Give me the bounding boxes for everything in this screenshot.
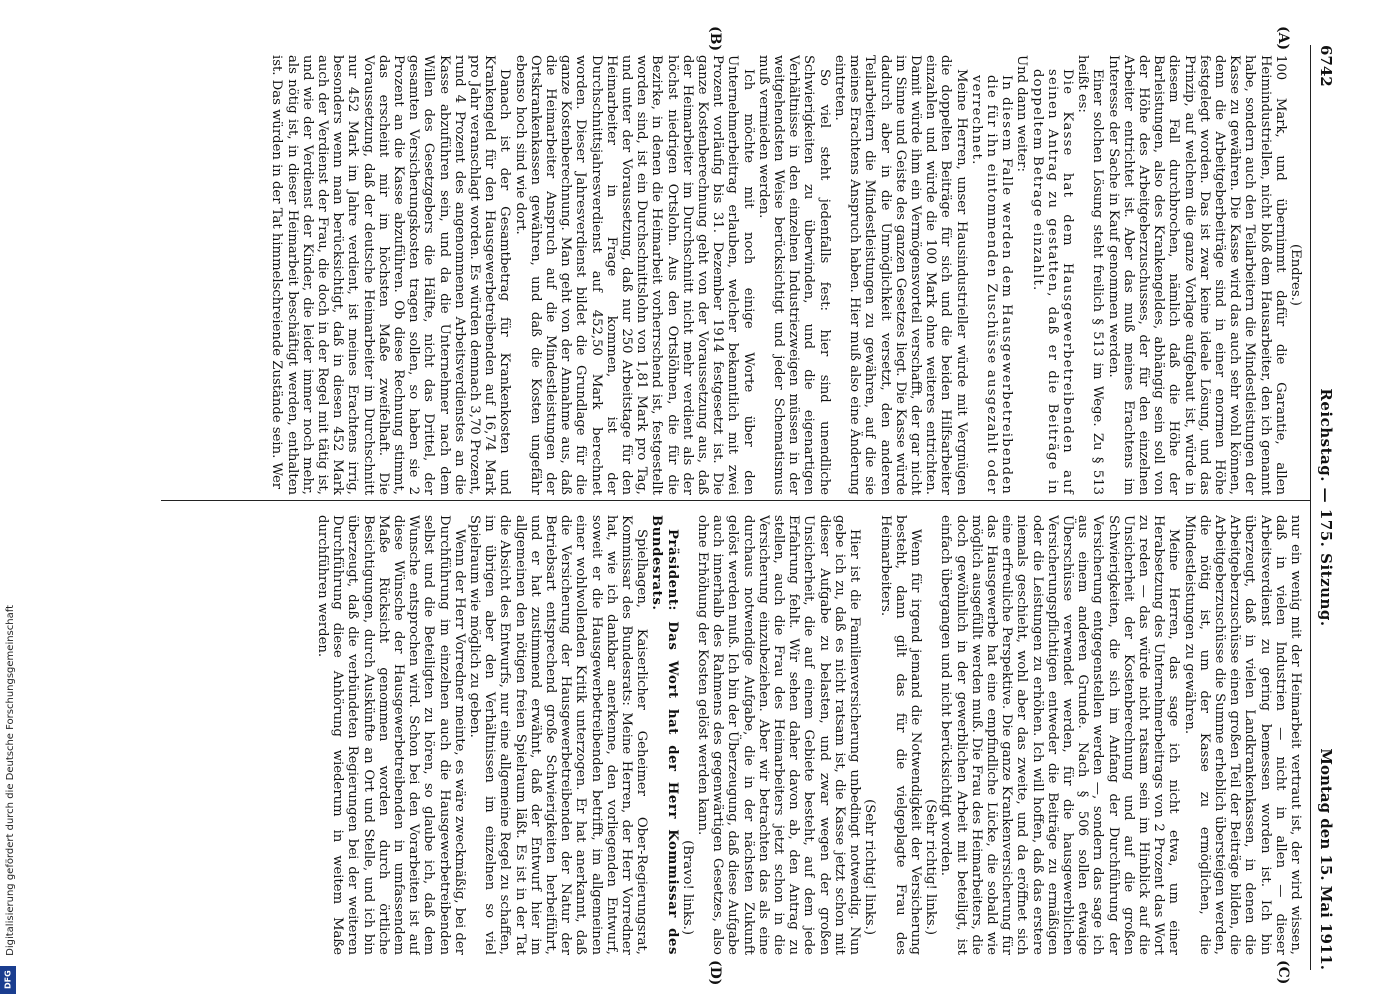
interjection: (Sehr richtig! links.) [862,799,878,935]
paragraph: 100 Mark, und übernimmt dafür die Garantie, allen Heimindustriellen, nicht bloß dem Hausarbeiter, den ich genannt habe, sondern auch den Teilarbeitern die Mindestleistungen der Kasse zu gewähren. Die Kasse wird das auch sehr wohl können, denn die Arbeitgeberbeiträge sind in einer enormen Höhe festgelegt worden. Das ist zwar keine ideale Lösung, und das Prinzip, auf welchem die ganze Vorlage aufgebaut ist, würde in diesem Fall durchbrochen, nämlich daß die Höhe der Barleistungen, also des Krankengeldes, abhängig sein soll von der Höhe des Arbeitgeberzuschusses, der für den einzelnen Arbeiter entrichtet ist. Aber das muß meines Erachtens im Interesse der Sache in Kauf genommen werden. [1105,55,1288,495]
margin-marker-c: (C) [1275,960,1291,985]
quoted-text: In diesem Falle werden dem Hausgewerbetreibenden die für ihn eintommenden Zuschüsse ausgezahlt oder verrechnet. [968,75,1015,495]
interjection: (Sehr richtig! links.) [923,799,939,935]
paragraph: Einer solchen Lösung steht freilich § 513 im Wege. Zu § 513 heißt es: [1075,55,1106,495]
quoted-text: Die Kasse hat dem Hausgewerbetreibenden auf seinen Antrag zu gestatten, daß er die Beiträge in doppeltem Betrage einzahlt. [1029,69,1075,495]
paragraph: Ich möchte mit noch einige Worte über den Unternehmerbeitrag erlauben, welcher bekanntlich mit zwei Prozent vorläufig bis 31. Dezember 1914 festgesetzt ist. Die ganze Kostenberechnung geht von der Voraussetzung aus, daß der Heimarbeiter im Durchschnitt nicht mehr verdient als der höchst niedrigen Ortslohn. Aus den Ortslöhnen, die für die Bezirke, in denen die Heimarbeit vorherrschend ist, festgestellt worden sind, ist ein Durchschnittslohn von 1,81 Mark pro Tag, und unter der Voraussetzung, daß nur 250 Arbeitstage für den Heimarbeiter in Frage kommen, ist der Durchschnittsjahresverdienst auf 452,50 Mark berechnet worden. Dieser Jahresverdienst bildet die Grundlage für die ganze Kostenberechnung. Man geht von der Annahme aus, daß die Heimarbeiter Anspruch auf die Mindestleistungen der Ortskrankenkassen gewähren, und daß die Kosten ungefähr ebenso hoch sind wie dort. [512,55,756,495]
running-title: Reichstag. — 175. Sitzung. [1317,388,1335,627]
paragraph: Danach ist der Gesamtbetrag für Krankenkosten und Krankengeld für den Hausgewerbetreibenden auf 16,74 Mark pro Jahr veranschlagt worden. Es würden demnach 3,70 Prozent, rund 4 Prozent des angenommenen Arbeitsverdienstes an die Kasse abzuführen sein, und da die Unternehmer nach dem Willen des Gesetzgebers die Hälfte, nicht das Drittel, der gesamten Versicherungskosten tragen sollen, so haben sie 2 Prozent an die Kasse abzuführen. Ob diese Rechnung stimmt, das erscheint mir im höchsten Maße zweifelhaft. Die Voraussetzung, daß der deutsche Heimarbeiter im Durchschnitt nur 452 Mark im Jahre verdient, ist meines Erachtens irrig, besonders wenn man berücksichtigt, daß in diesen 452 Mark auch der Verdienst der Frau, die doch in der Regel mit tätig ist, und wie der Verdienst der Kinder, die leider immer noch mehr, als nötig ist, in dieser Heimarbeit beschäftigt werden, enthalten ist. Das würden in der Tat himmelschreiende Zustände sein. Wer [269,55,513,495]
paragraph: nur ein wenig mit der Heimarbeit vertraut ist, der wird wissen, daß in vielen Industrien — nicht in allen — dieser Arbeitsverdienst zu gering bemessen worden ist. Ich bin überzeugt, daß in vielen Landkrankenkassen, in denen die Arbeitgeberzuschüsse einen großen Teil der Beiträge bilden, die Arbeitgeberzuschüsse die Summe erheblich übersteigen werden, die nötig ist, um der Kasse zu ermöglichen, die Mindestleistungen zu gewähren. [1181,515,1303,955]
paragraph: Wenn für irgend jemand die Notwendigkeit der Versicherung besteht, dann gilt das für die vielgeplagte Frau des Heimarbeiters. [877,515,923,955]
speaker-paragraph: Präsident: Das Wort hat der Herr Kommissar des Bundesrats. [649,515,680,955]
paragraph: Meine Herren, das sage ich nicht etwa, um einer Herabsetzung des Unternehmerbeitrags von 2 Prozent das Wort zu reden — das würde nicht ratsam sein im Hinblick auf die Unsicherheit der Kostenberechnung und auf die großen Schwierigkeiten, die sich im Anfang der Durchführung der Versicherung entgegenstellen werden —, sondern das sage ich aus einem anderen Grunde. Nach § 506 sollen etwaige Überschüsse verwendet werden, für die hausgewerblichen Versicherungspflichtigen entweder die Beiträge zu ermäßigen oder die Leistungen zu erhöhen. Ich will hoffen, daß das erstere niemals geschieht, wohl aber das zweite, und da eröffnet sich eine erfreuliche Perspektive. Die ganze Krankenversicherung für das Hausgewerbe hat eine empfindliche Lücke, die sobald wie möglich ausgefüllt werden muß. Die Frau des Heimarbeiters, die doch gewöhnlich in der gewerblichen Arbeit mit beteiligt, ist einfach übergangen und nicht berücksichtigt worden. [938,515,1182,955]
paragraph: Wenn der Herr Vorredner meinte, es wäre zweckmäßig, bei der Durchführung im einzelnen auch die Hausgewerbetreibenden selbst und die Beteiligten zu hören, so glaube ich, daß dem Wunsche entsprochen wird. Schon bei den Vorarbeiten ist auf diese Wünsche der Hausgewerbetreibenden in umfassendem Maße Rücksicht genommen worden durch örtliche Besichtigungen, durch Auskünfte an Ort und Stelle, und ich bin überzeugt, daß die verbündeten Regierungen bei der weiteren Durchführung diese Anhörung wiederum in weitem Maße durchführen werden. [315,515,467,955]
right-column [233,515,1303,955]
speaker-paragraph: Spielhagen, Kaiserlicher Geheimer Ober-Regierungsrat, Kommissar des Bundesrats: Meine Herren, der Herr Vorredner hat, wie ich dankbar anerkenne, den vorliegenden Entwurf, soweit er die Hausgewerbetreibenden betrifft, im allgemeinen einer wohlwollenden Kritik unterzogen. Er hat anerkannt, daß die Versicherung der Hausgewerbetreibenden der Natur der Betriebsart entsprechend große Schwierigkeiten herbeiführt, und er hat zustimmend erwähnt, daß der Entwurf hier im allgemeinen den nötigen freien Spielraum läßt. Es ist in der Tat die Absicht des Entwurfs, nur eine allgemeine Regel zu schaffen, im übrigen aber den Verhältnissen im einzelnen so viel Spielraum wie möglich zu geben. [467,515,650,955]
column-divider [161,500,1311,501]
paragraph: Hier ist die Familienversicherung unbedingt notwendig. Nun gebe ich zu, daß es nicht ratsam ist, die Kasse jetzt schon mit dieser Aufgabe zu belasten, und zwar wegen der großen Unsicherheit, die auf einem Gebiete besteht, auf dem jede Erfahrung fehlt. Wir sehen daher davon ab, den Antrag zu stellen, auch die Frau des Heimarbeiters jetzt schon in die Versicherung einzubeziehen. Aber wir betrachten das als eine durchaus notwendige Aufgabe, die in der nächsten Zukunft gelöst werden muß. Ich bin der Überzeugung, daß diese Aufgabe auch innerhalb des Rahmens des gegenwärtigen Gesetzes, also ohne Erhöhung der Kosten gelöst werden kann. [695,515,863,955]
dfg-logo: DFG [0,966,16,994]
paragraph: Und dann weiter: [1014,55,1030,172]
interjection: (Bravo! links.) [679,840,695,935]
page-number: 6742 [1317,45,1335,87]
session-date: Montag den 15. Mai 1911. [1317,748,1335,970]
paragraph: So viel steht jedenfalls fest: hier sind unendliche Schwierigkeiten zu überwinden, und die eigenartigen Verhältnisse in den einzelnen Industriezweigen müssen in der weitgehendsten Weise berücksichtigt und jeder Schematismus muß vermieden werden. [755,55,832,495]
margin-marker-b: (B) [707,26,723,52]
margin-marker-a: (A) [1275,26,1291,51]
paragraph: Meine Herren, unser Hausindustrieller würde mit Vergnügen die doppelten Beiträge für sich und die beiden Hilfsarbeiter einzahlen und würde die 100 Mark ohne weiteres entrichten. Damit würde ihm ein Vermögensvorteil verschafft, der gar nicht im Sinne und Geiste des ganzen Gesetzes liegt. Die Kasse würde dadurch aber in die Unmöglichkeit versetzt, den anderen Teilarbeitern die Mindestleistungen zu gewähren, auf die sie meines Erachtens Anspruch haben. Hier muß also eine Änderung eintreten. [831,55,969,495]
margin-marker-d: (D) [707,960,723,986]
digitization-credit: Digitalisierung gefördert durch die Deutsche Forschungsgemeinschaft [5,605,16,956]
speaker-note: (Endres.) [1288,244,1303,306]
header-rule [1310,45,1311,970]
left-column [68,55,1303,495]
page-header [1313,45,1335,970]
